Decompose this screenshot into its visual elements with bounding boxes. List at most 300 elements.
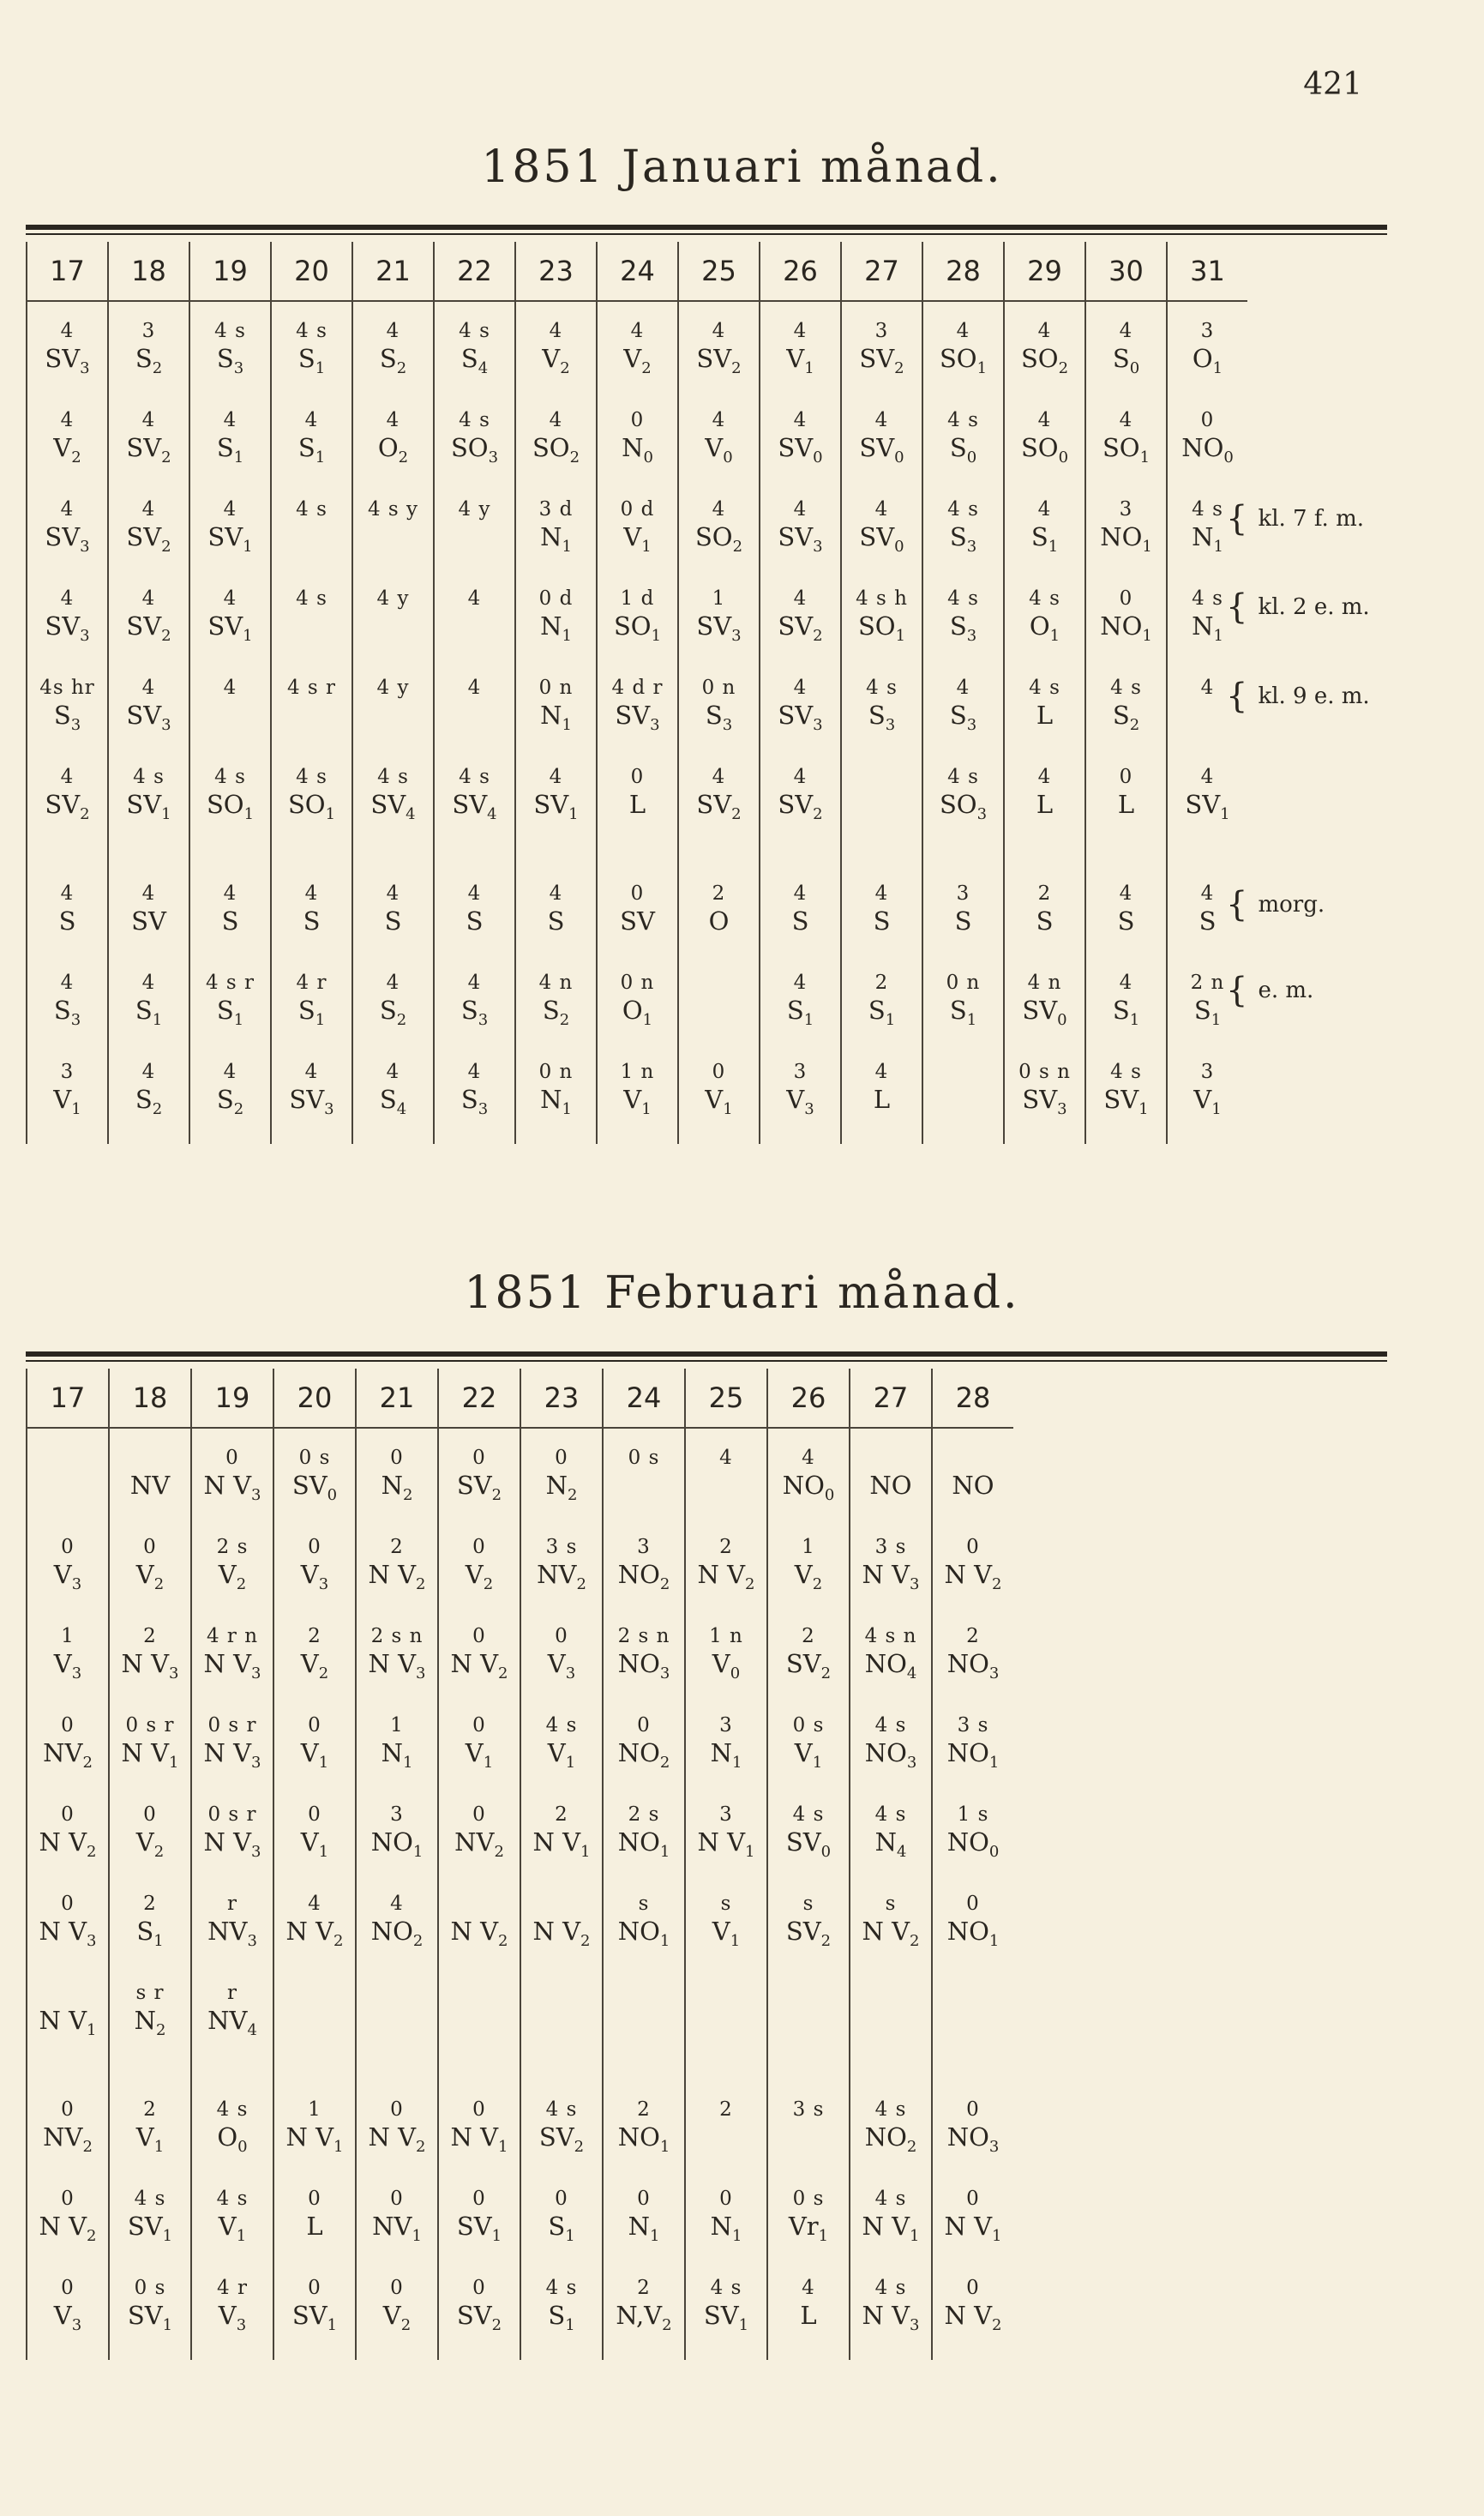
wind-direction <box>357 2209 437 2254</box>
wind-direction <box>516 609 596 653</box>
note-text: e. m. <box>1258 978 1314 1003</box>
wind-force: 1 <box>1211 1010 1222 1029</box>
wind-direction <box>1086 1082 1166 1127</box>
wind-letters: SO <box>450 433 489 462</box>
observation-cell <box>932 1797 1013 1887</box>
cloud-value: 2 s <box>628 1803 660 1826</box>
observation-cell <box>27 1428 109 1530</box>
wind-letters: S <box>1117 906 1135 936</box>
wind-direction <box>190 520 270 564</box>
cloud-value: s <box>802 1893 814 1915</box>
cloud-value: 1 s <box>957 1803 989 1826</box>
observation-cell <box>520 1530 603 1619</box>
observation-cell <box>271 876 352 966</box>
wind-direction <box>1086 904 1166 948</box>
observation-cell <box>922 403 1004 492</box>
cloud-value: 3 <box>141 320 156 342</box>
cloud-value: 0 <box>390 2188 404 2210</box>
wind-force: 2 <box>732 537 743 556</box>
observation-cell <box>27 1530 109 1619</box>
wind-force: 1 <box>731 1753 742 1772</box>
wind-letters: S <box>135 996 153 1025</box>
wind-force: 3 <box>251 1753 261 1772</box>
observation-cell <box>603 1976 685 2092</box>
cloud-value: 0 <box>308 2188 321 2210</box>
observation-cell <box>352 671 434 760</box>
observation-cell <box>1004 492 1085 581</box>
cloud-value <box>439 1976 520 2003</box>
wind-direction <box>357 1914 437 1959</box>
cloud-value: 4 <box>467 587 482 610</box>
observation-cell <box>108 403 189 492</box>
wind-letters: S <box>135 1085 153 1114</box>
observation-cell <box>1004 760 1085 876</box>
wind-direction <box>842 904 922 948</box>
cloud-value: 4 s <box>216 2098 249 2121</box>
wind-letters: SV <box>131 906 166 936</box>
wind-letters: S <box>791 906 809 936</box>
observation-cell <box>850 2092 932 2182</box>
cloud-value: 4 <box>141 587 156 610</box>
wind-direction <box>598 787 677 832</box>
wind-force: 1 <box>169 1753 179 1772</box>
cloud-value: 0 <box>308 1803 321 1826</box>
observation-cell <box>520 1619 603 1708</box>
cloud-value: 0 s <box>134 2277 166 2299</box>
wind-force: 3 <box>71 1574 82 1593</box>
wind-force: 1 <box>1213 537 1223 556</box>
observation-cell <box>597 581 678 671</box>
wind-force: 2 <box>813 626 823 645</box>
wind-force: 0 <box>730 1664 741 1682</box>
observation-cell <box>685 2092 767 2182</box>
observation-cell <box>271 1055 352 1144</box>
wind-letters: N V <box>450 1649 499 1678</box>
wind-direction <box>516 787 596 832</box>
observation-cell <box>841 760 922 876</box>
observation-cell <box>841 671 922 760</box>
wind-letters: O <box>1192 344 1213 373</box>
wind-letters: Vr <box>788 2212 819 2241</box>
wind-force: 3 <box>488 448 499 466</box>
wind-letters: SV <box>859 433 895 462</box>
wind-direction <box>842 430 922 475</box>
cloud-value: 2 <box>143 1893 157 1915</box>
observation-cell <box>189 301 271 403</box>
wind-direction <box>850 2209 931 2254</box>
wind-letters: SV <box>127 2212 163 2241</box>
wind-direction <box>27 1646 108 1691</box>
observation-cell <box>932 1428 1013 1530</box>
cloud-value: 3 <box>719 1714 733 1737</box>
note-text: kl. 2 e. m. <box>1258 594 1370 620</box>
observation-cell <box>520 1428 603 1530</box>
wind-letters: N <box>540 1085 562 1114</box>
cloud-value: 4 <box>304 409 319 431</box>
wind-letters: S <box>1030 522 1048 551</box>
observation-row <box>27 760 1247 876</box>
wind-letters: NO <box>864 1738 907 1767</box>
cloud-value: 2 s n <box>617 1625 670 1647</box>
observation-cell <box>515 671 597 760</box>
wind-force: 3 <box>70 715 81 734</box>
wind-direction <box>27 2120 108 2164</box>
cloud-value: 0 <box>308 1536 321 1558</box>
cloud-value: 4 <box>630 320 645 342</box>
wind-direction <box>923 609 1003 653</box>
wind-direction <box>521 1914 602 1959</box>
observation-row <box>27 1797 1013 1887</box>
cloud-value: 0 <box>308 2277 321 2299</box>
wind-letters: N <box>874 1827 897 1857</box>
observation-cell <box>438 1887 520 1976</box>
wind-direction <box>760 787 840 832</box>
observation-cell <box>685 2271 767 2360</box>
wind-force: 1 <box>659 1842 670 1861</box>
wind-force: 1 <box>1049 626 1060 645</box>
observation-cell <box>271 760 352 876</box>
cloud-value: 4 <box>60 587 75 610</box>
wind-direction <box>516 520 596 564</box>
observation-cell <box>767 1428 850 1530</box>
cloud-value: 4 <box>802 1447 815 1469</box>
observation-row <box>27 2271 1013 2360</box>
wind-direction <box>598 520 677 564</box>
wind-direction <box>760 1082 840 1127</box>
wind-direction <box>521 1825 602 1869</box>
wind-force: 1 <box>162 2226 173 2245</box>
observation-cell <box>434 671 515 760</box>
wind-letters: N <box>628 2212 650 2241</box>
observation-cell <box>760 1055 841 1144</box>
observation-cell <box>685 1887 767 1976</box>
observation-cell <box>1085 581 1167 671</box>
cloud-value: 4 <box>308 1893 321 1915</box>
wind-direction <box>439 1914 520 1959</box>
wind-direction <box>1005 993 1084 1038</box>
wind-direction <box>933 1557 1013 1602</box>
observation-cell <box>760 403 841 492</box>
cloud-value: 4 s n <box>864 1625 917 1647</box>
wind-direction <box>933 1646 1013 1691</box>
cloud-value: 4 <box>223 1061 237 1083</box>
wind-direction <box>192 2003 273 2048</box>
wind-direction <box>604 1646 684 1691</box>
observation-cell <box>434 876 515 966</box>
wind-direction <box>272 993 351 1038</box>
observation-time-note <box>1226 973 1313 1008</box>
wind-force: 1 <box>895 626 906 645</box>
observation-row <box>27 1428 1013 1530</box>
wind-letters: NO <box>617 1649 660 1678</box>
cloud-value: 4 <box>390 1893 404 1915</box>
observation-time-note <box>1226 587 1370 627</box>
wind-letters: SO <box>857 611 896 641</box>
wind-force: 1 <box>161 804 171 823</box>
observation-cell <box>189 760 271 876</box>
wind-direction <box>192 1557 273 1602</box>
wind-direction <box>850 1914 931 1959</box>
wind-letters: N V <box>450 1917 499 1946</box>
wind-direction <box>1005 698 1084 743</box>
cloud-value: 3 <box>1119 498 1133 521</box>
observation-cell <box>678 403 760 492</box>
wind-direction <box>760 430 840 475</box>
day-header: 21 <box>352 242 434 301</box>
wind-direction <box>109 520 189 564</box>
observation-cell <box>356 1976 438 2092</box>
observation-cell <box>520 1887 603 1976</box>
wind-force: 3 <box>161 715 171 734</box>
cloud-value: 4 <box>141 972 156 994</box>
wind-direction <box>760 609 840 653</box>
day-header: 31 <box>1167 242 1247 301</box>
wind-direction <box>190 787 270 832</box>
cloud-value: 4 s <box>947 409 979 431</box>
observation-cell <box>932 2092 1013 2182</box>
cloud-value: 4 <box>712 766 726 788</box>
observation-cell <box>109 1619 191 1708</box>
cloud-value: 4 s <box>1029 587 1060 610</box>
observation-cell <box>850 1619 932 1708</box>
wind-force: 2 <box>233 1099 244 1118</box>
cloud-value: 4 <box>223 498 237 521</box>
observation-cell <box>841 403 922 492</box>
cloud-value: 4 r n <box>206 1625 259 1647</box>
wind-letters: SV <box>859 344 895 373</box>
observation-cell <box>520 1708 603 1797</box>
wind-letters: SV <box>778 522 814 551</box>
observation-cell <box>189 581 271 671</box>
observation-cell <box>273 1428 356 1530</box>
wind-letters: SO <box>939 790 977 819</box>
wind-direction <box>1086 993 1166 1038</box>
cloud-value: 4 <box>60 409 75 431</box>
observation-cell <box>678 966 760 1055</box>
wind-letters: SO <box>287 790 326 819</box>
cloud-value: 3 s <box>957 1714 989 1737</box>
observation-cell <box>932 2182 1013 2271</box>
wind-letters: NO <box>782 1471 825 1500</box>
wind-force: 1 <box>315 358 326 377</box>
wind-direction <box>598 430 677 475</box>
wind-letters: V <box>623 344 642 373</box>
observation-cell <box>1085 1055 1167 1144</box>
wind-direction <box>850 1646 931 1691</box>
cloud-value: 4 <box>956 320 970 342</box>
wind-letters: V <box>794 1560 813 1589</box>
observation-cell <box>685 1797 767 1887</box>
wind-letters: SV <box>452 790 488 819</box>
observation-cell <box>191 2092 273 2182</box>
cloud-value: 0 <box>143 1803 157 1826</box>
wind-letters: SV <box>696 344 732 373</box>
wind-direction <box>850 1736 931 1780</box>
wind-direction <box>439 2209 520 2254</box>
cloud-value: 4 s r <box>286 677 337 699</box>
wind-force: 2 <box>812 1574 823 1593</box>
day-header: 18 <box>108 242 189 301</box>
wind-force: 2 <box>412 1931 424 1950</box>
cloud-value: 0 d <box>620 498 655 521</box>
wind-letters: V <box>786 344 805 373</box>
cloud-value: 0 s r <box>207 1803 257 1826</box>
observation-cell <box>515 581 597 671</box>
wind-letters: NO <box>370 1827 413 1857</box>
day-header: 27 <box>841 242 922 301</box>
wind-letters: S <box>303 906 321 936</box>
cloud-value: 4 s <box>947 498 979 521</box>
wind-letters: N V <box>450 2122 499 2152</box>
wind-force: 2 <box>894 358 904 377</box>
wind-letters: N <box>381 1471 403 1500</box>
wind-letters: N V <box>121 1649 170 1678</box>
cloud-value: 4 y <box>458 498 491 521</box>
observation-cell <box>678 492 760 581</box>
wind-direction <box>679 1082 759 1127</box>
cloud-value: 1 <box>802 1536 815 1558</box>
february-table <box>26 1369 1013 2360</box>
wind-letters: NV <box>372 2212 412 2241</box>
cloud-value: 4 y <box>376 677 410 699</box>
wind-letters: NO <box>617 1827 660 1857</box>
observation-cell <box>1167 403 1247 492</box>
wind-force: 2 <box>87 2226 97 2245</box>
cloud-value: 2 <box>719 1536 733 1558</box>
wind-force: 3 <box>70 1010 81 1029</box>
observation-cell <box>434 301 515 403</box>
cloud-value: 4 n <box>538 972 574 994</box>
wind-letters: V <box>712 1649 730 1678</box>
wind-letters: S <box>136 1917 154 1946</box>
wind-force: 2 <box>910 1931 920 1950</box>
observation-cell <box>271 403 352 492</box>
brace-icon: { <box>1226 587 1248 627</box>
cloud-value: 4 <box>549 766 563 788</box>
wind-letters: SV <box>45 344 81 373</box>
wind-direction <box>679 520 759 564</box>
wind-direction <box>598 341 677 386</box>
day-header: 23 <box>515 242 597 301</box>
wind-direction <box>274 2298 355 2343</box>
wind-letters: N <box>134 2006 156 2035</box>
wind-force: 3 <box>169 1664 179 1682</box>
wind-force: 3 <box>324 1099 334 1118</box>
wind-direction <box>1168 341 1247 386</box>
wind-force: 1 <box>412 1842 424 1861</box>
cloud-value: 3 <box>1200 320 1215 342</box>
brace-icon: { <box>1226 677 1248 716</box>
wind-letters: S <box>297 996 315 1025</box>
wind-direction <box>190 341 270 386</box>
wind-letters: SV <box>785 1917 821 1946</box>
cloud-value: 4 s <box>545 1714 578 1737</box>
cloud-value: 0 <box>637 2188 651 2210</box>
wind-force: 3 <box>236 2315 247 2334</box>
observation-cell <box>352 1055 434 1144</box>
cloud-value: 0 <box>61 2098 75 2121</box>
wind-force: 0 <box>894 537 904 556</box>
wind-letters: V <box>623 522 642 551</box>
wind-direction <box>521 1646 602 1691</box>
observation-cell <box>27 301 108 403</box>
observation-cell <box>109 2182 191 2271</box>
day-header: 17 <box>27 242 108 301</box>
wind-force: 1 <box>1220 804 1230 823</box>
wind-force: 1 <box>730 1931 741 1950</box>
wind-force: 2 <box>491 1485 502 1504</box>
wind-direction <box>521 2298 602 2343</box>
cloud-value: 4 s <box>874 2188 907 2210</box>
wind-direction <box>760 698 840 743</box>
wind-letters: S <box>216 433 234 462</box>
cloud-value: 0 <box>966 2188 980 2210</box>
observation-cell <box>27 2271 109 2360</box>
cloud-value: 4 n <box>1027 972 1062 994</box>
wind-letters: SV <box>778 433 814 462</box>
wind-direction <box>679 787 759 832</box>
january-top-rule <box>26 225 1387 230</box>
cloud-value: 0 <box>555 1447 568 1469</box>
observation-cell <box>932 1619 1013 1708</box>
wind-force: 1 <box>491 2226 502 2245</box>
cloud-value <box>27 1976 108 2003</box>
cloud-value: 3 s <box>792 2098 825 2121</box>
cloud-value: 4 s <box>1029 677 1060 699</box>
observation-cell <box>356 1797 438 1887</box>
observation-cell <box>109 1530 191 1619</box>
cloud-value: 2 <box>802 1625 815 1647</box>
day-header: 26 <box>767 1369 850 1428</box>
wind-letters: NV <box>129 1471 171 1500</box>
cloud-value: 1 <box>390 1714 404 1737</box>
wind-force: 2 <box>402 1485 413 1504</box>
cloud-value: 4 s <box>214 766 246 788</box>
cloud-value: 4 s <box>545 2277 578 2299</box>
wind-force: 1 <box>233 448 244 466</box>
observation-cell <box>520 2271 603 2360</box>
observation-cell <box>841 581 922 671</box>
cloud-value: 2 <box>390 1536 404 1558</box>
wind-letters: N V <box>862 2212 910 2241</box>
observation-cell <box>850 1530 932 1619</box>
wind-direction <box>933 1468 1013 1513</box>
cloud-value: 0 s r <box>207 1714 257 1737</box>
wind-direction <box>192 2120 273 2164</box>
observation-cell <box>678 301 760 403</box>
cloud-value: 1 <box>61 1625 75 1647</box>
observation-cell <box>597 403 678 492</box>
observation-cell <box>191 1619 273 1708</box>
wind-letters: V <box>705 433 724 462</box>
observation-cell <box>438 1976 520 2092</box>
cloud-value: 4 <box>874 498 889 521</box>
wind-direction <box>274 1736 355 1780</box>
wind-force: 3 <box>80 626 90 645</box>
wind-force: 2 <box>82 2137 93 2156</box>
wind-force: 0 <box>894 448 904 466</box>
wind-direction <box>521 1468 602 1513</box>
cloud-value: 0 <box>472 2098 486 2121</box>
cloud-value: 4 <box>141 882 156 905</box>
cloud-value: 4 <box>802 2277 815 2299</box>
wind-direction <box>1005 904 1084 948</box>
cloud-value: 0 <box>630 409 645 431</box>
wind-force: 4 <box>396 1099 407 1118</box>
wind-letters: SV <box>778 611 814 641</box>
observation-cell <box>108 671 189 760</box>
wind-force: 1 <box>1212 358 1223 377</box>
